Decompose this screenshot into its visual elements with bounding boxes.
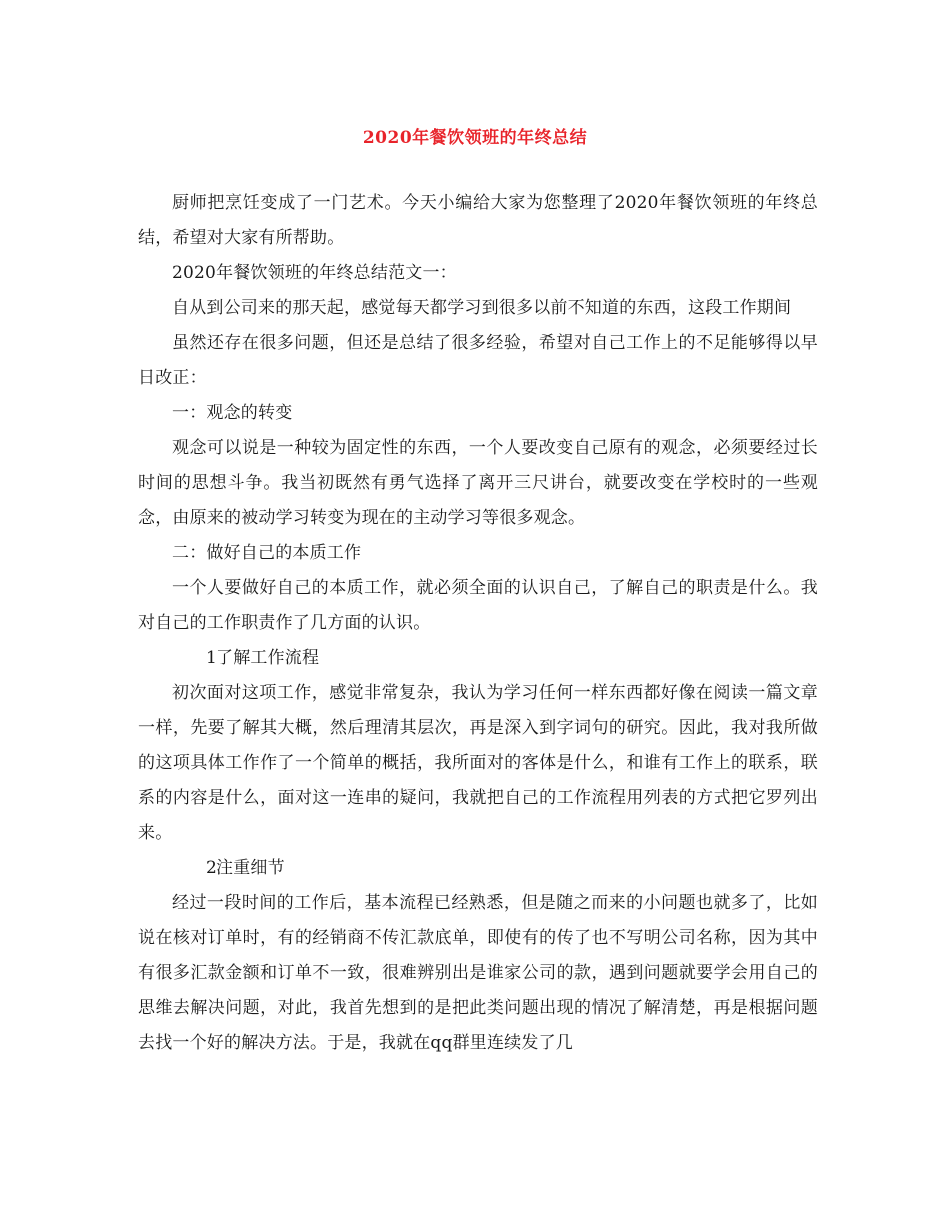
paragraph: 观念可以说是一种较为固定性的东西，一个人要改变自己原有的观念，必须要经过长时间的思想斗争。我当初既然有勇气选择了离开三尺讲台，就要改变在学校时的一些观念，由原来的被动学习转变为现在的主动学习等很多观念。: [138, 438, 818, 528]
numbered-item-2: [138, 851, 818, 886]
paragraph: 一个人要做好自己的本质工作，就必须全面的认识自己，了解自己的职责是什么。我对自己的工作职责作了几方面的认识。: [138, 578, 818, 633]
paragraph-intro: 厨师把烹饪变成了一门艺术。今天小编给大家为您整理了2020年餐饮领班的年终总结，希望对大家有所帮助。: [138, 193, 818, 248]
section-heading-2: 二：做好自己的本质工作: [172, 543, 362, 563]
item-text: 了解工作流程: [216, 648, 320, 668]
paragraph: 经过一段时间的工作后，基本流程已经熟悉，但是随之而来的小问题也就多了，比如说在核对订单时，有的经销商不传汇款底单，即使有的传了也不写明公司名称，因为其中有很多汇款金额和订单不一致，很难辨别出是谁家公司的款，遇到问题就要学会用自己的思维去解决问题，对此，我首先想到的是把此类问题出现的情况了解清楚，再是根据问题去找一个好的解决方法。于是，我就在qq群里连续发了几: [138, 893, 818, 1053]
item-text: 注重细节: [216, 858, 285, 878]
paragraph: 初次面对这项工作，感觉非常复杂，我认为学习任何一样东西都好像在阅读一篇文章一样，先要了解其大概，然后理清其层次，再是深入到字词句的研究。因此，我对我所做的这项具体工作作了一个简单的概括，我所面对的客体是什么，和谁有工作上的联系，联系的内容是什么，面对这一连串的疑问，我就把自己的工作流程用列表的方式把它罗列出来。: [138, 683, 818, 843]
numbered-item-1: [138, 641, 818, 676]
document-title: 2020年餐饮领班的年终总结: [362, 128, 588, 148]
paragraph: 自从到公司来的那天起，感觉每天都学习到很多以前不知道的东西，这段工作期间: [172, 298, 792, 318]
item-number: 1: [206, 648, 218, 668]
paragraph: 虽然还存在很多问题，但还是总结了很多经验，希望对自己工作上的不足能够得以早日改正：: [138, 333, 818, 388]
paragraph-heading-sample: 2020年餐饮领班的年终总结范文一：: [172, 263, 457, 283]
document-body: [138, 186, 818, 1061]
item-number: 2: [206, 858, 218, 878]
section-heading-1: 一：观念的转变: [172, 403, 293, 423]
